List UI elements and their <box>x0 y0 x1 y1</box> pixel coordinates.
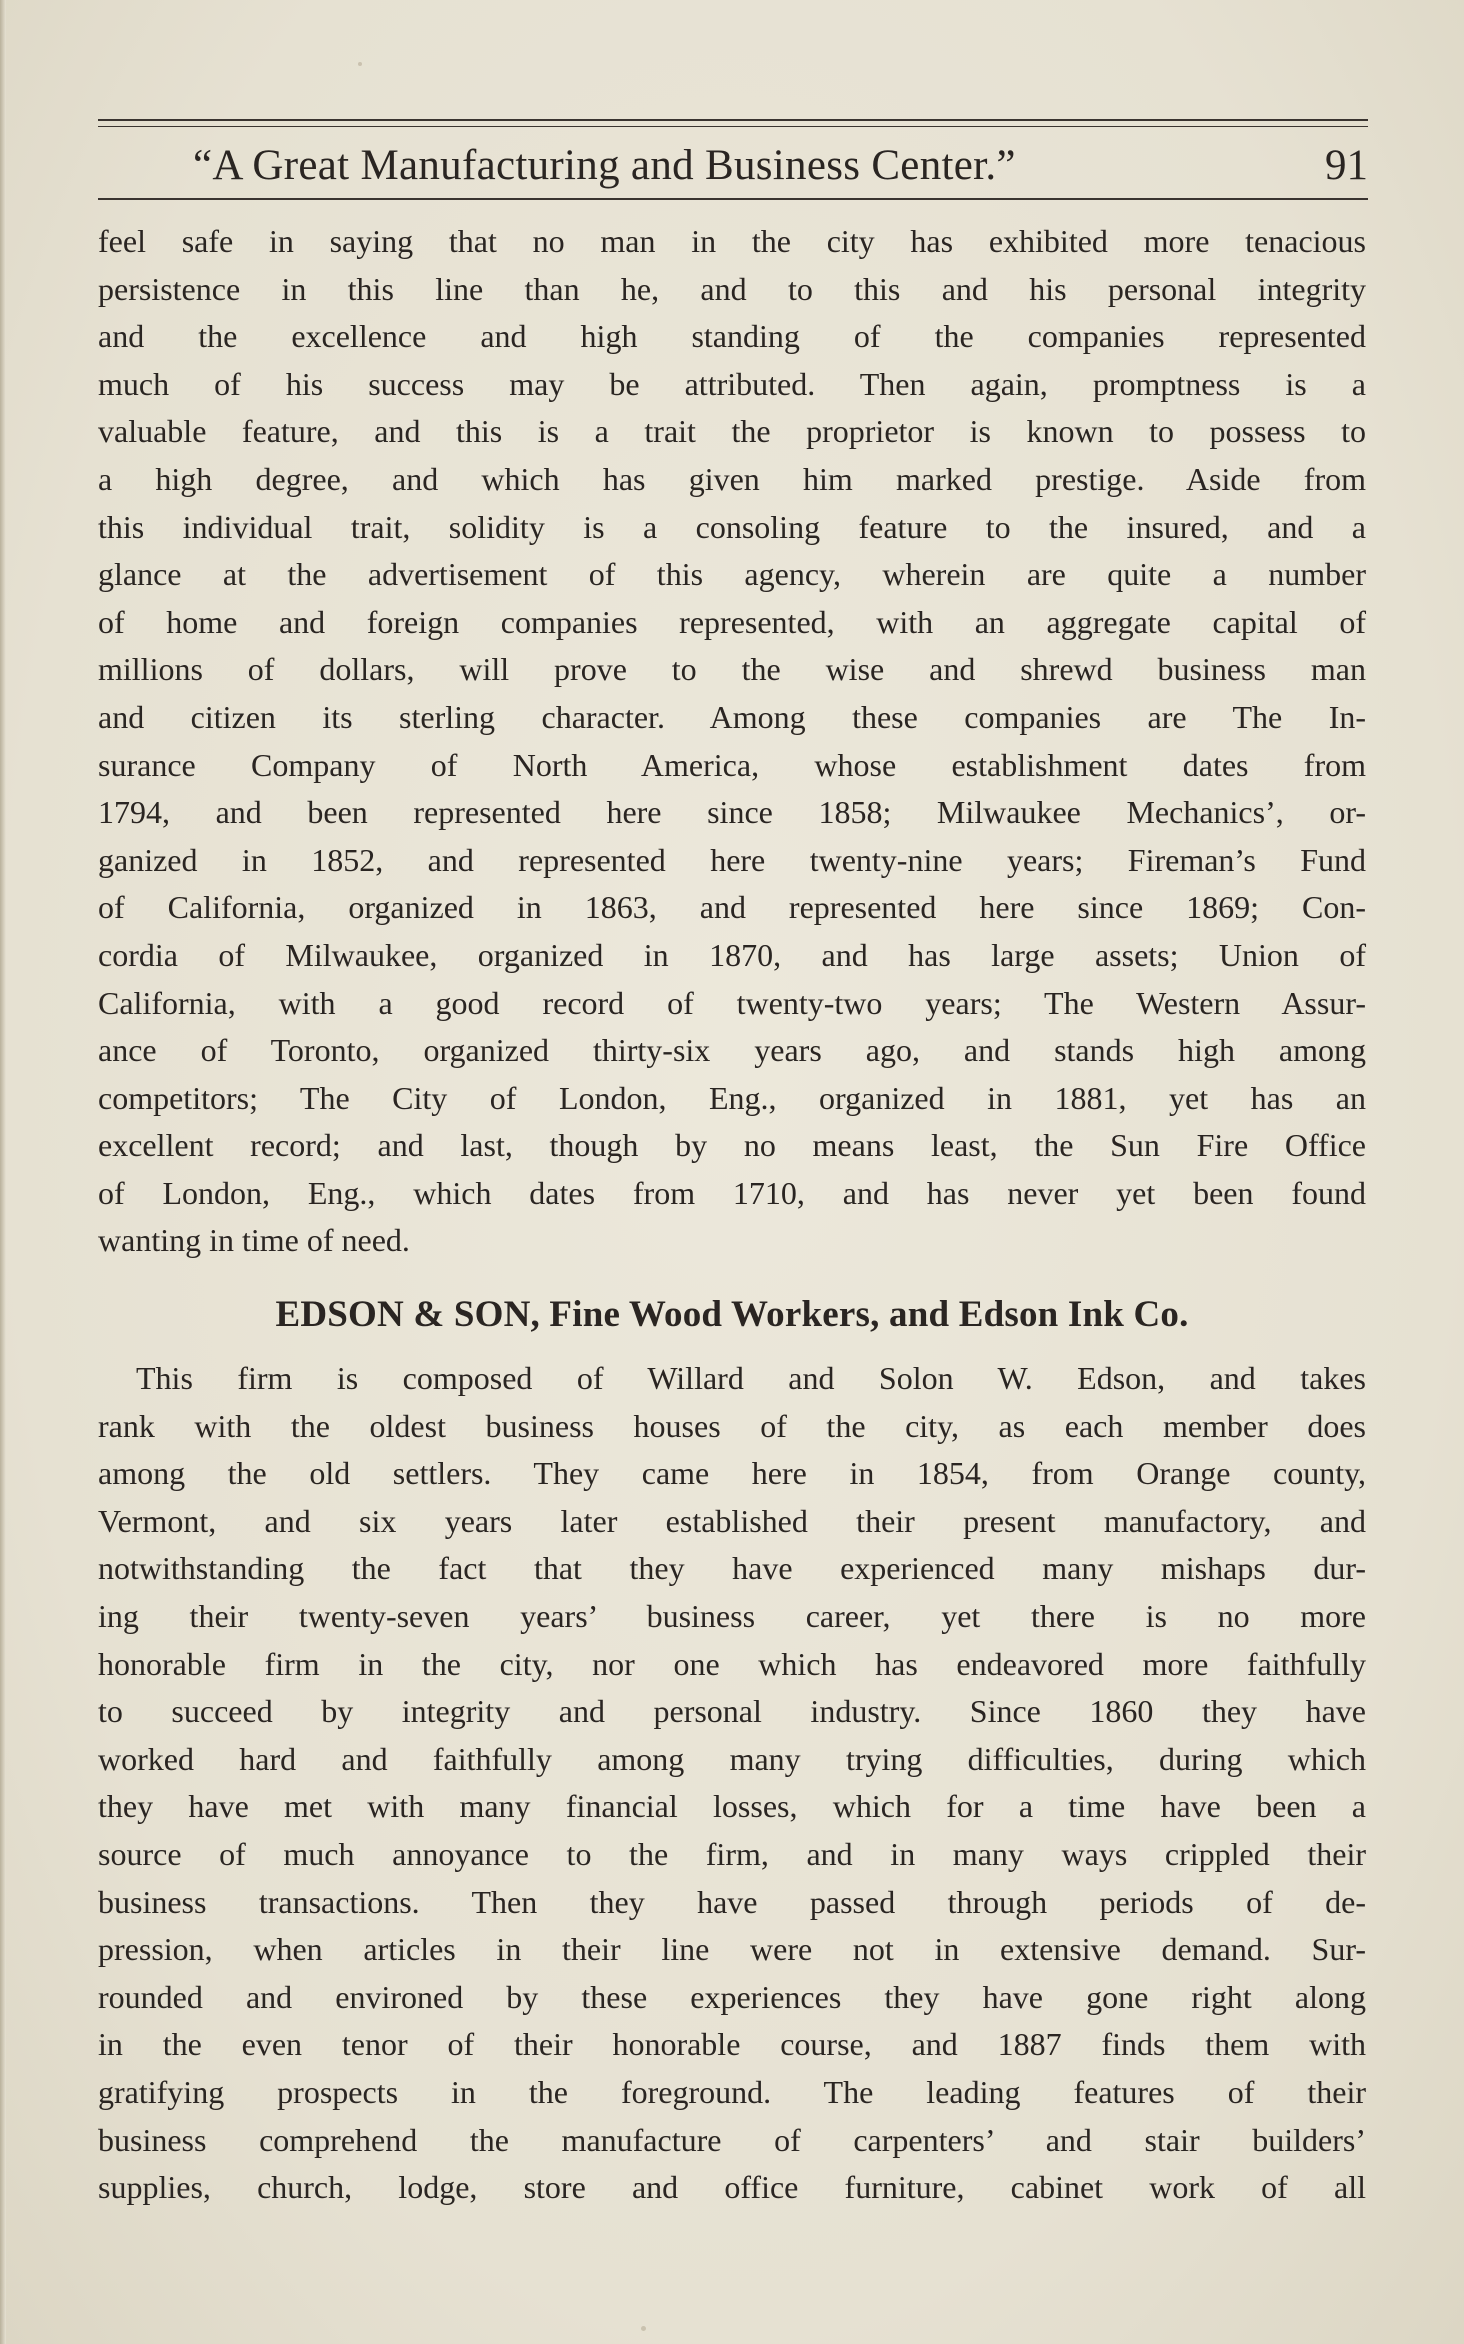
page-number: 91 <box>1325 142 1368 189</box>
paragraph-edson-and-son <box>98 1355 1366 2212</box>
text-line: ing their twenty-seven years’ business career, yet there is no more <box>98 1598 1366 1635</box>
text-line: California, with a good record of twenty-two years; The Western Assur- <box>98 984 1366 1021</box>
text-line: glance at the advertisement of this agency, wherein are quite a number <box>98 556 1366 593</box>
text-line: This firm is composed of Willard and Solon W. Edson, and takes <box>136 1360 1366 1397</box>
text-line: this individual trait, solidity is a consoling feature to the insured, and a <box>98 508 1366 545</box>
text-line: they have met with many financial losses, which for a time have been a <box>98 1788 1366 1825</box>
text-line: in the even tenor of their honorable course, and 1887 finds them with <box>98 2026 1366 2063</box>
header-rule-top-thin <box>98 126 1368 127</box>
text-line: surance Company of North America, whose establishment dates from <box>98 746 1366 783</box>
text-line: of home and foreign companies represented, with an aggregate capital of <box>98 603 1366 640</box>
text-line: excellent record; and last, though by no means least, the Sun Fire Office <box>98 1127 1366 1164</box>
text-line: gratifying prospects in the foreground. The leading features of their <box>98 2073 1366 2110</box>
paragraph-insurance-agency <box>98 218 1366 1265</box>
text-line: a high degree, and which has given him marked prestige. Aside from <box>98 460 1366 497</box>
text-line: millions of dollars, will prove to the wise and shrewd business man <box>98 651 1366 688</box>
text-line: honorable firm in the city, nor one which has endeavored more faithfully <box>98 1645 1366 1682</box>
section-heading: EDSON & SON, Fine Wood Workers, and Edson Ink Co. <box>275 1294 1189 1336</box>
paper-spot <box>641 2326 646 2331</box>
body-text <box>98 218 1366 2212</box>
text-line: and citizen its sterling character. Among these companies are The In- <box>98 698 1366 735</box>
running-head: “A Great Manufacturing and Business Center.” <box>193 142 1016 189</box>
text-line: business transactions. Then they have passed through periods of de- <box>98 1883 1366 1920</box>
text-line: competitors; The City of London, Eng., organized in 1881, yet has an <box>98 1079 1366 1116</box>
text-line: rounded and environed by these experiences they have gone right along <box>98 1978 1366 2015</box>
text-line: 1794, and been represented here since 1858; Milwaukee Mechanics’, or- <box>98 794 1366 831</box>
text-line: of California, organized in 1863, and represented here since 1869; Con- <box>98 889 1366 926</box>
page-spine-shadow <box>0 0 6 2344</box>
text-line: source of much annoyance to the firm, and in many ways crippled their <box>98 1836 1366 1872</box>
text-line: wanting in time of need. <box>98 1222 410 1259</box>
text-line: worked hard and faithfully among many trying difficulties, during which <box>98 1740 1366 1777</box>
paper-spot <box>358 62 362 66</box>
text-line: business comprehend the manufacture of carpenters’ and stair builders’ <box>98 2121 1366 2158</box>
text-line: supplies, church, lodge, store and office furniture, cabinet work of all <box>98 2169 1366 2206</box>
text-line: rank with the oldest business houses of the city, as each member does <box>98 1407 1366 1444</box>
text-line: of London, Eng., which dates from 1710, and has never yet been found <box>98 1174 1366 1211</box>
header-rule-bottom <box>98 198 1368 200</box>
text-line: valuable feature, and this is a trait the proprietor is known to possess to <box>98 413 1366 450</box>
text-line: feel safe in saying that no man in the city has exhibited more tenacious <box>98 223 1366 259</box>
text-line: Vermont, and six years later established their present manufactory, and <box>98 1502 1366 1539</box>
header-rule-top-thick <box>98 119 1368 121</box>
text-line: among the old settlers. They came here in 1854, from Orange county, <box>98 1455 1366 1492</box>
text-line: much of his success may be attributed. Then again, promptness is a <box>98 365 1366 402</box>
text-line: ance of Toronto, organized thirty-six years ago, and stands high among <box>98 1032 1366 1069</box>
text-line: ganized in 1852, and represented here twenty-nine years; Fireman’s Fund <box>98 841 1366 878</box>
text-line: cordia of Milwaukee, organized in 1870, and has large assets; Union of <box>98 936 1366 973</box>
text-line: and the excellence and high standing of the companies represented <box>98 318 1366 355</box>
text-line: pression, when articles in their line were not in extensive demand. Sur- <box>98 1931 1366 1968</box>
text-line: notwithstanding the fact that they have experienced many mishaps dur- <box>98 1550 1366 1587</box>
text-line: to succeed by integrity and personal industry. Since 1860 they have <box>98 1693 1366 1730</box>
page-header <box>98 134 1368 198</box>
text-line: persistence in this line than he, and to this and his personal integrity <box>98 270 1366 307</box>
